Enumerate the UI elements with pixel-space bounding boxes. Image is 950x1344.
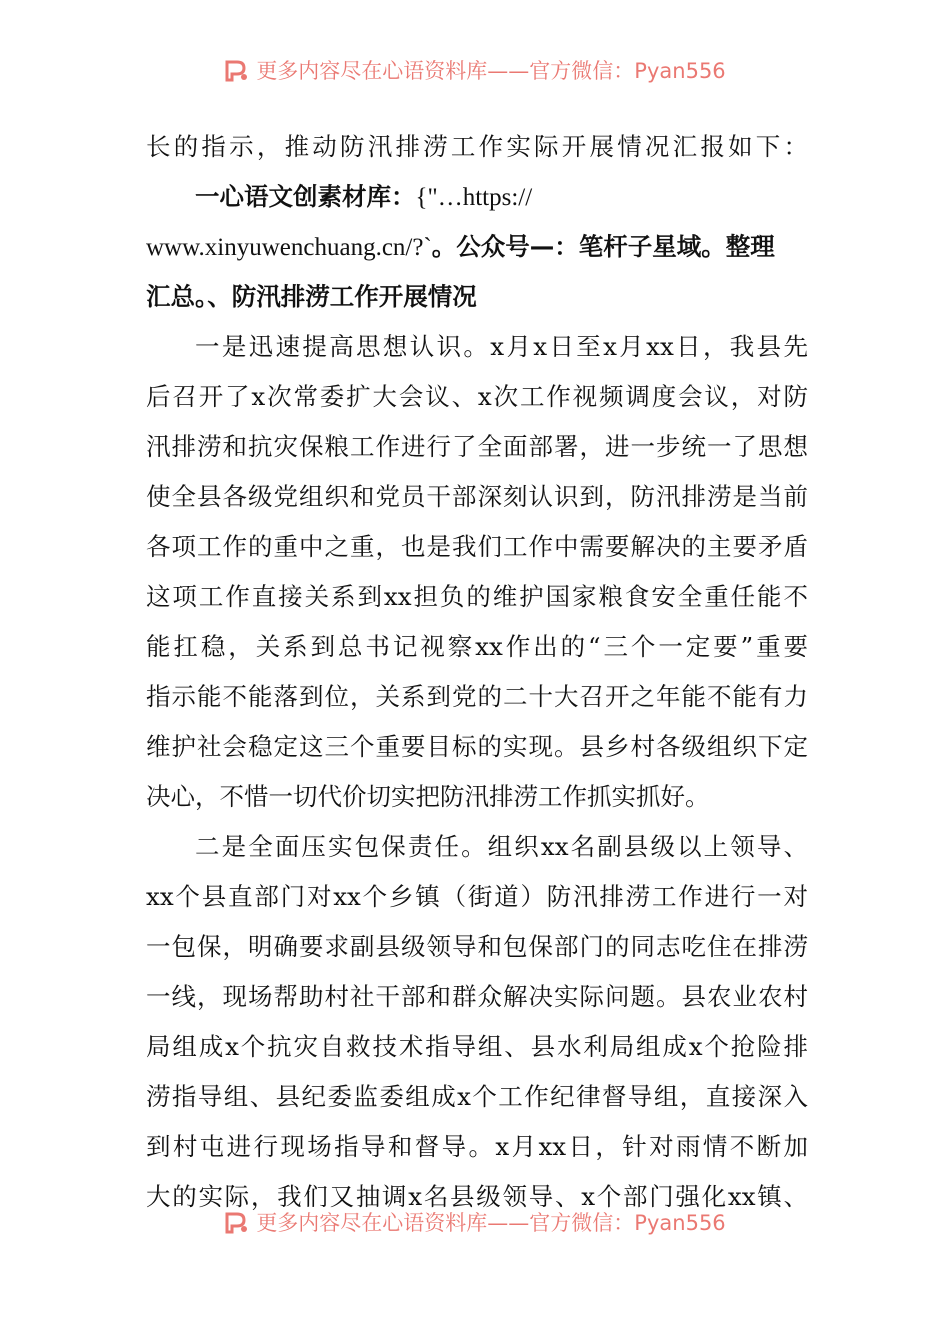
watermark-text: 更多内容尽在心语资料库——官方微信：Pyan556 [256,1211,726,1235]
text-line: 大的实际，我们又抽调x名县级领导、x个部门强化xx镇、 [146,1182,808,1211]
text-line: 长的指示，推动防汛排涝工作实际开展情况汇报如下： [146,132,808,161]
section-heading: 汇总。、防汛排涝工作开展情况 [146,282,477,311]
promo-line [146,222,808,272]
logo-icon [224,58,250,82]
text-line: 后召开了x次常委扩大会议、x次工作视频调度会议，对防 [146,382,808,411]
watermark-bottom [0,1207,950,1237]
text-line: 维护社会稳定这三个重要目标的实现。县乡村各级组织下定 [146,732,808,761]
document-page [146,122,808,1222]
promo-label: 一心语文创素材库： [195,182,416,211]
promo-url-end: www.xinyuwenchuang.cn/?` [146,234,432,261]
text-line: xx个县直部门对xx个乡镇（街道）防汛排涝工作进行一对 [146,882,808,911]
text-line: 汛排涝和抗灾保粮工作进行了全面部署，进一步统一了思想 [146,432,808,461]
promo-url-start: {"…https:// [415,184,533,211]
text-line: 决心，不惜一切代价切实把防汛排涝工作抓实抓好。 [146,782,710,811]
text-line: 指示能不能落到位，关系到党的二十大召开之年能不能有力 [146,682,808,711]
text-line: 涝指导组、县纪委监委组成x个工作纪律督导组，直接深入 [146,1082,808,1111]
text-line: 一是迅速提高思想认识。x月x日至x月xx日，我县先 [195,332,808,361]
watermark-top [0,55,950,85]
text-line: 这项工作直接关系到xx担负的维护国家粮食安全重任能不 [146,582,808,611]
promo-line [146,172,808,222]
text-line: 局组成x个抗灾自救技术指导组、县水利局组成x个抢险排 [146,1032,808,1061]
text-line: 二是全面压实包保责任。组织xx名副县级以上领导、 [195,832,808,861]
logo-icon [224,1210,250,1234]
text-line: 一线，现场帮助村社干部和群众解决实际问题。县农业农村 [146,982,808,1011]
text-line: 各项工作的重中之重，也是我们工作中需要解决的主要矛盾 [146,532,808,561]
paragraph-1 [146,322,808,822]
paragraph-2 [146,822,808,1222]
text-line: 一包保，明确要求副县级领导和包保部门的同志吃住在排涝 [146,932,808,961]
text-line: 使全县各级党组织和党员干部深刻认识到，防汛排涝是当前 [146,482,808,511]
watermark-text: 更多内容尽在心语资料库——官方微信：Pyan556 [256,59,726,83]
text-line: 到村屯进行现场指导和督导。x月xx日，针对雨情不断加 [146,1132,808,1161]
promo-tail: 。公众号—：笔杆子星域。整理 [431,232,775,261]
text-line: 能扛稳，关系到总书记视察xx作出的“三个一定要”重要 [146,632,808,661]
